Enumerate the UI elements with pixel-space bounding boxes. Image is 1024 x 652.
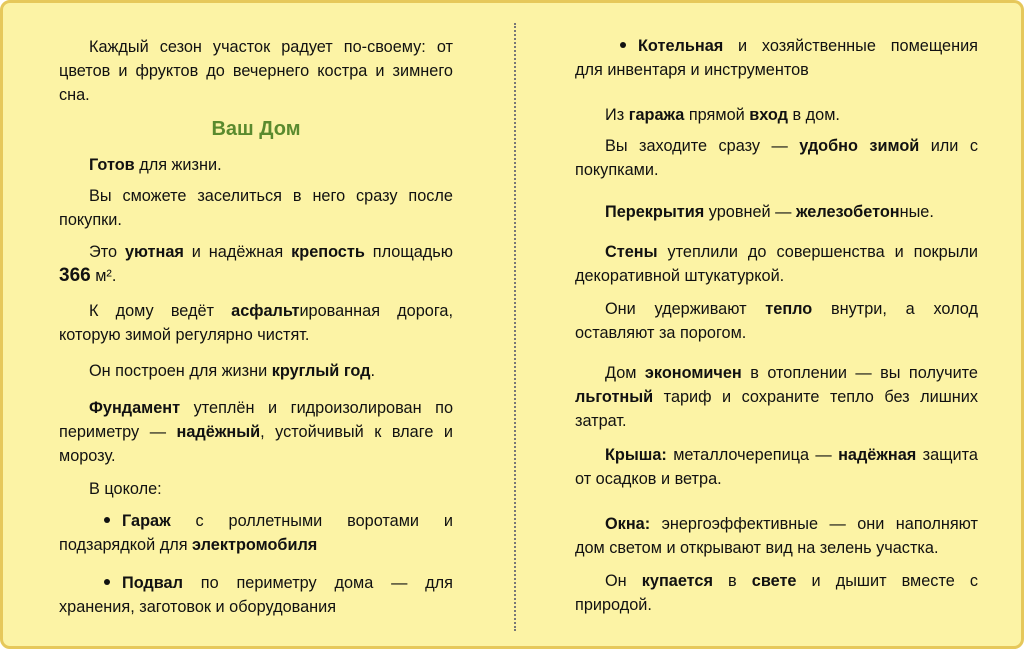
boiler-bullet-text <box>575 37 978 79</box>
text-run: , устойчивый к влаге и морозу. <box>59 423 453 465</box>
bold-text: железобетон <box>795 203 900 221</box>
right-column <box>575 3 978 652</box>
bold-text: Стены <box>605 243 658 261</box>
text-run: и надёжная <box>183 243 292 261</box>
convenience-paragraph <box>575 134 978 182</box>
bold-text: надёжный <box>176 423 261 441</box>
bold-text: Перекрытия <box>605 203 705 221</box>
bold-text: крепость <box>291 243 365 261</box>
text-run: м². <box>90 267 117 285</box>
bold-text: уютная <box>124 243 184 261</box>
text-run: в <box>712 572 752 590</box>
text-run: утеплили до совершенства и покрыли декоративной штукатуркой. <box>575 243 978 285</box>
bold-text: Подвал <box>122 574 183 592</box>
text-run: ированная дорога, которую зимой регулярно чистят. <box>59 302 453 344</box>
text-run: и дышит вместе с природой. <box>575 572 978 614</box>
bold-text: круглый год <box>271 362 371 380</box>
road-paragraph <box>59 299 453 347</box>
text-run: по периметру дома — для хранения, заготовок и оборудования <box>59 574 453 616</box>
text-run: энергоэффективные — они наполняют дом светом и открывают вид на зелень участка. <box>575 515 978 557</box>
light-paragraph <box>575 569 978 617</box>
foundation-paragraph <box>59 396 453 468</box>
text-run: или с покупками. <box>575 137 978 179</box>
section-heading: Ваш Дом <box>211 118 301 140</box>
bold-text: удобно зимой <box>799 137 920 155</box>
bold-text: экономичен <box>644 364 742 382</box>
left-column <box>59 3 453 652</box>
text-run: внутри, а холод оставляют за порогом. <box>575 300 978 342</box>
bold-text: вход <box>749 106 788 124</box>
bold-text: электромобиля <box>192 536 318 554</box>
text-run: тариф и сохраните тепло без лишних затрат. <box>575 388 978 430</box>
move-in-paragraph: Вы сможете заселиться в него сразу после покупки. <box>59 187 453 229</box>
text-run: с роллетными воротами и подзарядкой для <box>59 512 453 554</box>
text-run: Из <box>605 106 629 124</box>
text-run: Это <box>89 243 125 261</box>
windows-paragraph <box>575 512 978 560</box>
bold-text: гаража <box>628 106 685 124</box>
bold-text: льготный <box>575 388 654 406</box>
text-run: Он построен для жизни <box>89 362 272 380</box>
text-run: К дому ведёт <box>89 302 232 320</box>
bold-text: Готов <box>89 156 135 174</box>
bold-text: Фундамент <box>89 399 181 417</box>
walls-paragraph <box>575 240 978 288</box>
text-run: Они удерживают <box>605 300 766 318</box>
text-run: в дом. <box>787 106 840 124</box>
text-run: . <box>370 362 375 380</box>
text-run: для жизни. <box>134 156 222 174</box>
bold-text: свете <box>751 572 797 590</box>
text-run: площадью <box>364 243 453 261</box>
bold-text: 366 <box>59 265 91 286</box>
text-run: металлочерепица — <box>666 446 839 464</box>
text-run: прямой <box>684 106 750 124</box>
text-run: уровней — <box>704 203 796 221</box>
cellar-bullet <box>59 571 453 619</box>
text-run: Дом <box>605 364 645 382</box>
garage-entry-paragraph <box>575 103 978 127</box>
bold-text: Котельная <box>638 37 724 55</box>
text-run: Он <box>605 572 642 590</box>
text-run: в отоплении — вы получите <box>741 364 978 382</box>
bold-text: Крыша: <box>605 446 667 464</box>
year-round-paragraph <box>59 359 453 383</box>
bullet-icon <box>104 517 110 523</box>
text-run: ные. <box>899 203 934 221</box>
cellar-bullet-text <box>59 574 453 616</box>
garage-bullet <box>59 509 453 557</box>
text-run: защита от осадков и ветра. <box>575 446 978 488</box>
area-paragraph <box>59 240 453 288</box>
text-run: и хозяйственные помещения для инвентаря и инструментов <box>575 37 978 79</box>
bold-text: надёжная <box>838 446 917 464</box>
intro-paragraph: Каждый сезон участок радует по-своему: от цветов и фруктов до вечернего костра и зимнего сна. <box>59 38 453 104</box>
bold-text: Окна: <box>605 515 651 533</box>
text-run: утеплён и гидроизолирован по периметру — <box>59 399 453 441</box>
column-divider <box>514 23 516 631</box>
roof-paragraph <box>575 443 978 491</box>
bullet-icon <box>620 42 626 48</box>
text-run: Вы заходите сразу — <box>605 137 800 155</box>
garage-bullet-text <box>59 512 453 554</box>
bold-text: Гараж <box>122 512 171 530</box>
bullet-icon <box>104 579 110 585</box>
bold-text: асфальт <box>231 302 300 320</box>
basement-heading-paragraph: В цоколе: <box>89 480 162 498</box>
economy-paragraph <box>575 361 978 433</box>
bold-text: тепло <box>765 300 813 318</box>
boiler-bullet <box>575 34 978 82</box>
floors-paragraph <box>575 200 978 224</box>
bold-text: купается <box>641 572 713 590</box>
heat-paragraph <box>575 297 978 345</box>
ready-paragraph <box>59 153 453 177</box>
